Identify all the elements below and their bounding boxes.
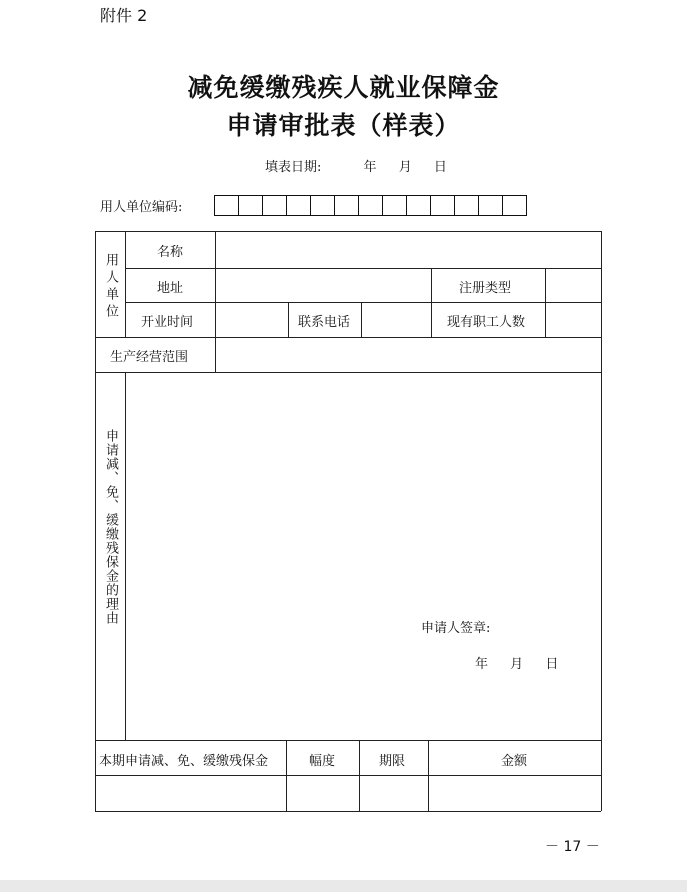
code-digit-box[interactable]	[502, 195, 527, 216]
fill-date-label: 填表日期:	[265, 160, 322, 175]
code-digit-box[interactable]	[430, 195, 455, 216]
business-scope-label: 生产经营范围	[110, 350, 189, 365]
form-title-line1: 减免缓缴残疾人就业保障金	[187, 73, 500, 102]
phone-value[interactable]	[361, 310, 431, 337]
reason-date-month: 月	[510, 657, 524, 672]
row-divider	[95, 337, 601, 338]
code-digit-box[interactable]	[358, 195, 383, 216]
reason-date-day: 日	[545, 657, 559, 672]
range-value[interactable]	[287, 776, 359, 811]
range-label: 幅度	[309, 754, 336, 769]
name-value[interactable]	[215, 241, 601, 268]
unit-code-boxes[interactable]	[214, 195, 527, 216]
page-number: － 17 －	[545, 839, 600, 855]
code-digit-box[interactable]	[286, 195, 311, 216]
form-title-line2: 申请审批表（样表）	[226, 111, 461, 140]
staff-count-label: 现有职工人数	[447, 315, 526, 330]
address-label: 地址	[157, 281, 184, 296]
table-border-bottom	[95, 811, 601, 812]
col-divider	[431, 268, 432, 337]
unit-code-label: 用人单位编码:	[100, 200, 183, 215]
page-bottom-shadow	[0, 880, 687, 892]
table-border-right	[601, 231, 602, 811]
signature-label: 申请人签章:	[421, 621, 491, 636]
code-digit-box[interactable]	[334, 195, 359, 216]
reg-type-label: 注册类型	[459, 281, 512, 296]
table-border-top	[95, 231, 601, 232]
reason-date	[475, 653, 558, 672]
period-label: 期限	[379, 754, 406, 769]
phone-label: 联系电话	[298, 315, 351, 330]
code-digit-box[interactable]	[262, 195, 287, 216]
row-divider	[125, 302, 601, 303]
attachment-label: 附件 2	[100, 6, 148, 25]
reg-type-value[interactable]	[545, 276, 601, 302]
code-digit-box[interactable]	[478, 195, 503, 216]
code-digit-box[interactable]	[454, 195, 479, 216]
approval-form-table	[95, 231, 601, 782]
open-time-value[interactable]	[215, 310, 288, 337]
fill-date-month: 月	[398, 160, 412, 175]
amount-value[interactable]	[429, 776, 601, 811]
address-value[interactable]	[215, 276, 431, 302]
code-digit-box[interactable]	[406, 195, 431, 216]
reason-text-area[interactable]	[126, 373, 601, 739]
period-value[interactable]	[360, 776, 428, 811]
staff-count-value[interactable]	[545, 310, 601, 337]
summary-value[interactable]	[96, 776, 286, 811]
business-scope-value[interactable]	[215, 345, 601, 372]
reason-date-year: 年	[475, 657, 489, 672]
col-divider	[125, 231, 126, 337]
employer-group-label: 用人单位	[103, 253, 118, 321]
reason-label: 申请减、免、缓缴残保金的理由	[103, 429, 118, 625]
fill-date-year: 年	[363, 160, 377, 175]
code-digit-box[interactable]	[382, 195, 407, 216]
name-label: 名称	[157, 245, 184, 260]
table-border-left	[95, 231, 96, 811]
fill-date	[265, 156, 447, 175]
code-digit-box[interactable]	[310, 195, 335, 216]
code-digit-box[interactable]	[214, 195, 239, 216]
code-digit-box[interactable]	[238, 195, 263, 216]
fill-date-day: 日	[433, 160, 447, 175]
row-divider	[125, 268, 601, 269]
summary-label: 本期申请减、免、缓缴残保金	[99, 754, 269, 769]
open-time-label: 开业时间	[141, 315, 194, 330]
row-divider	[95, 740, 601, 741]
col-divider	[288, 302, 289, 337]
amount-label: 金额	[501, 754, 528, 769]
